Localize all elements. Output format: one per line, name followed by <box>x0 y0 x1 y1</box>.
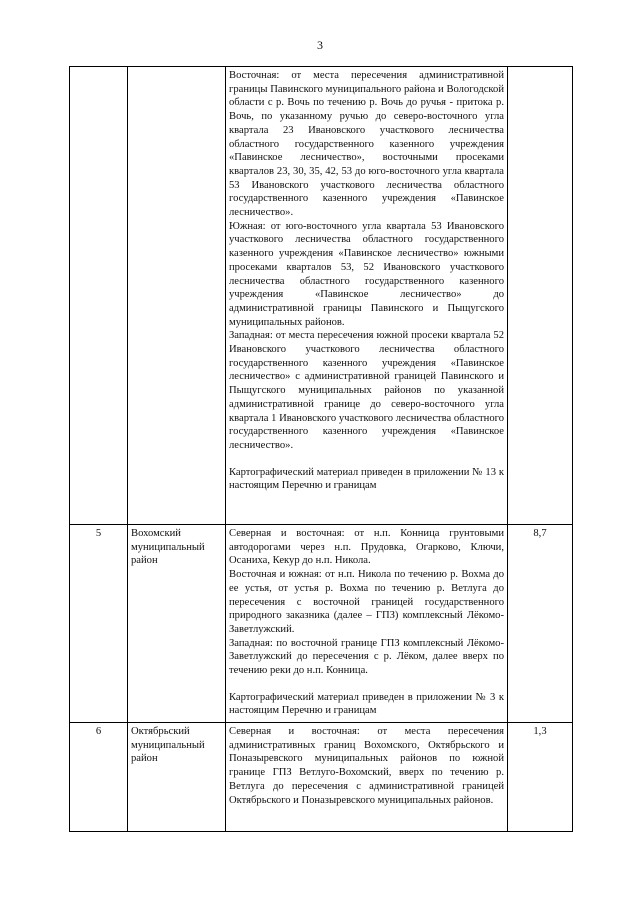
table-row <box>70 525 573 723</box>
map-note: Картографический материал приведен в приложении № 3 к настоящим Перечню и границам <box>229 691 504 717</box>
boundary-description <box>226 67 508 525</box>
district-name: Вохомский муниципальный район <box>128 525 226 723</box>
boundary-west: Западная: по восточной границе ГПЗ комплексный Лёкомо-Заветлужский до пересечения с р. Лёком, далее вверх по течению реки до н.п. Конница. <box>229 637 504 677</box>
area-value: 1,3 <box>508 723 573 832</box>
boundaries-table <box>69 66 573 832</box>
row-number: 5 <box>70 525 128 723</box>
boundary-description <box>226 723 508 832</box>
boundary-north-east: Северная и восточная: от места пересечения административных границ Вохомского, Октябрьского и Поназыревского муниципальных районов по южной границе ГПЗ Ветлуго-Вохомский, вверх по течению р. Ветлуга до пересечения с административной границей Октябрьского и Поназыревского муниципальных районов. <box>229 726 504 806</box>
boundary-east-south: Восточная и южная: от н.п. Никола по течению р. Вохма до ее устья, от устья р. Вохма по течению р. Ветлуга до пересечения с восточной границей государственного природного заказника (далее – ГПЗ) комплексный Лёкомо-Заветлужский. <box>229 569 504 635</box>
area-value: 8,7 <box>508 525 573 723</box>
row-number: 6 <box>70 723 128 832</box>
row-number <box>70 67 128 525</box>
boundary-north-east: Северная и восточная: от н.п. Конница грунтовыми автодорогами через н.п. Прудовка, Огарково, Ключи, Осаниха, Кекур до н.п. Никола. <box>229 528 504 567</box>
boundary-west: Западная: от места пересечения южной просеки квартала 52 Ивановского участкового лесничества областного государственного казенного учреждения «Павинское лесничество» с административной границей Павинского и Пыщугского муниципальных районов по указанной административной границе до северо-восточного угла квартала 1 Ивановского участкового лесничества областного государственного казенного учреждения «Павинское лесничество». <box>229 330 504 451</box>
map-note: Картографический материал приведен в приложении № 13 к настоящим Перечню и границам <box>229 466 504 492</box>
table-row <box>70 723 573 832</box>
boundary-east: Восточная: от места пересечения административной границы Павинского муниципального района и Вологодской области с р. Вочь по течению р. Вочь до ручья - притока р. Вочь, по указанному ручью до северо-восточного угла квартала 23 Ивановского участкового лесничества областного государственного казенного учреждения «Павинское лесничество», восточными просеками кварталов 23, 30, 35, 42, 53 до юго-восточного угла квартала 53 Ивановского участкового лесничества областного государственного казенного учреждения «Павинское лесничество». <box>229 70 504 219</box>
boundary-description <box>226 525 508 723</box>
district-name <box>128 67 226 525</box>
district-name: Октябрьский муниципальный район <box>128 723 226 832</box>
area-value <box>508 67 573 525</box>
boundary-south: Южная: от юго-восточного угла квартала 53 Ивановского участкового лесничества областного государственного казенного учреждения «Павинское лесничество» южными просеками кварталов 53, 52 Ивановского участкового лесничества областного государственного казенного учреждения «Павинское лесничество» до административной границы Павинского и Пыщугского муниципальных районов. <box>229 220 504 328</box>
table-row <box>70 67 573 525</box>
page-number: 3 <box>317 38 323 52</box>
